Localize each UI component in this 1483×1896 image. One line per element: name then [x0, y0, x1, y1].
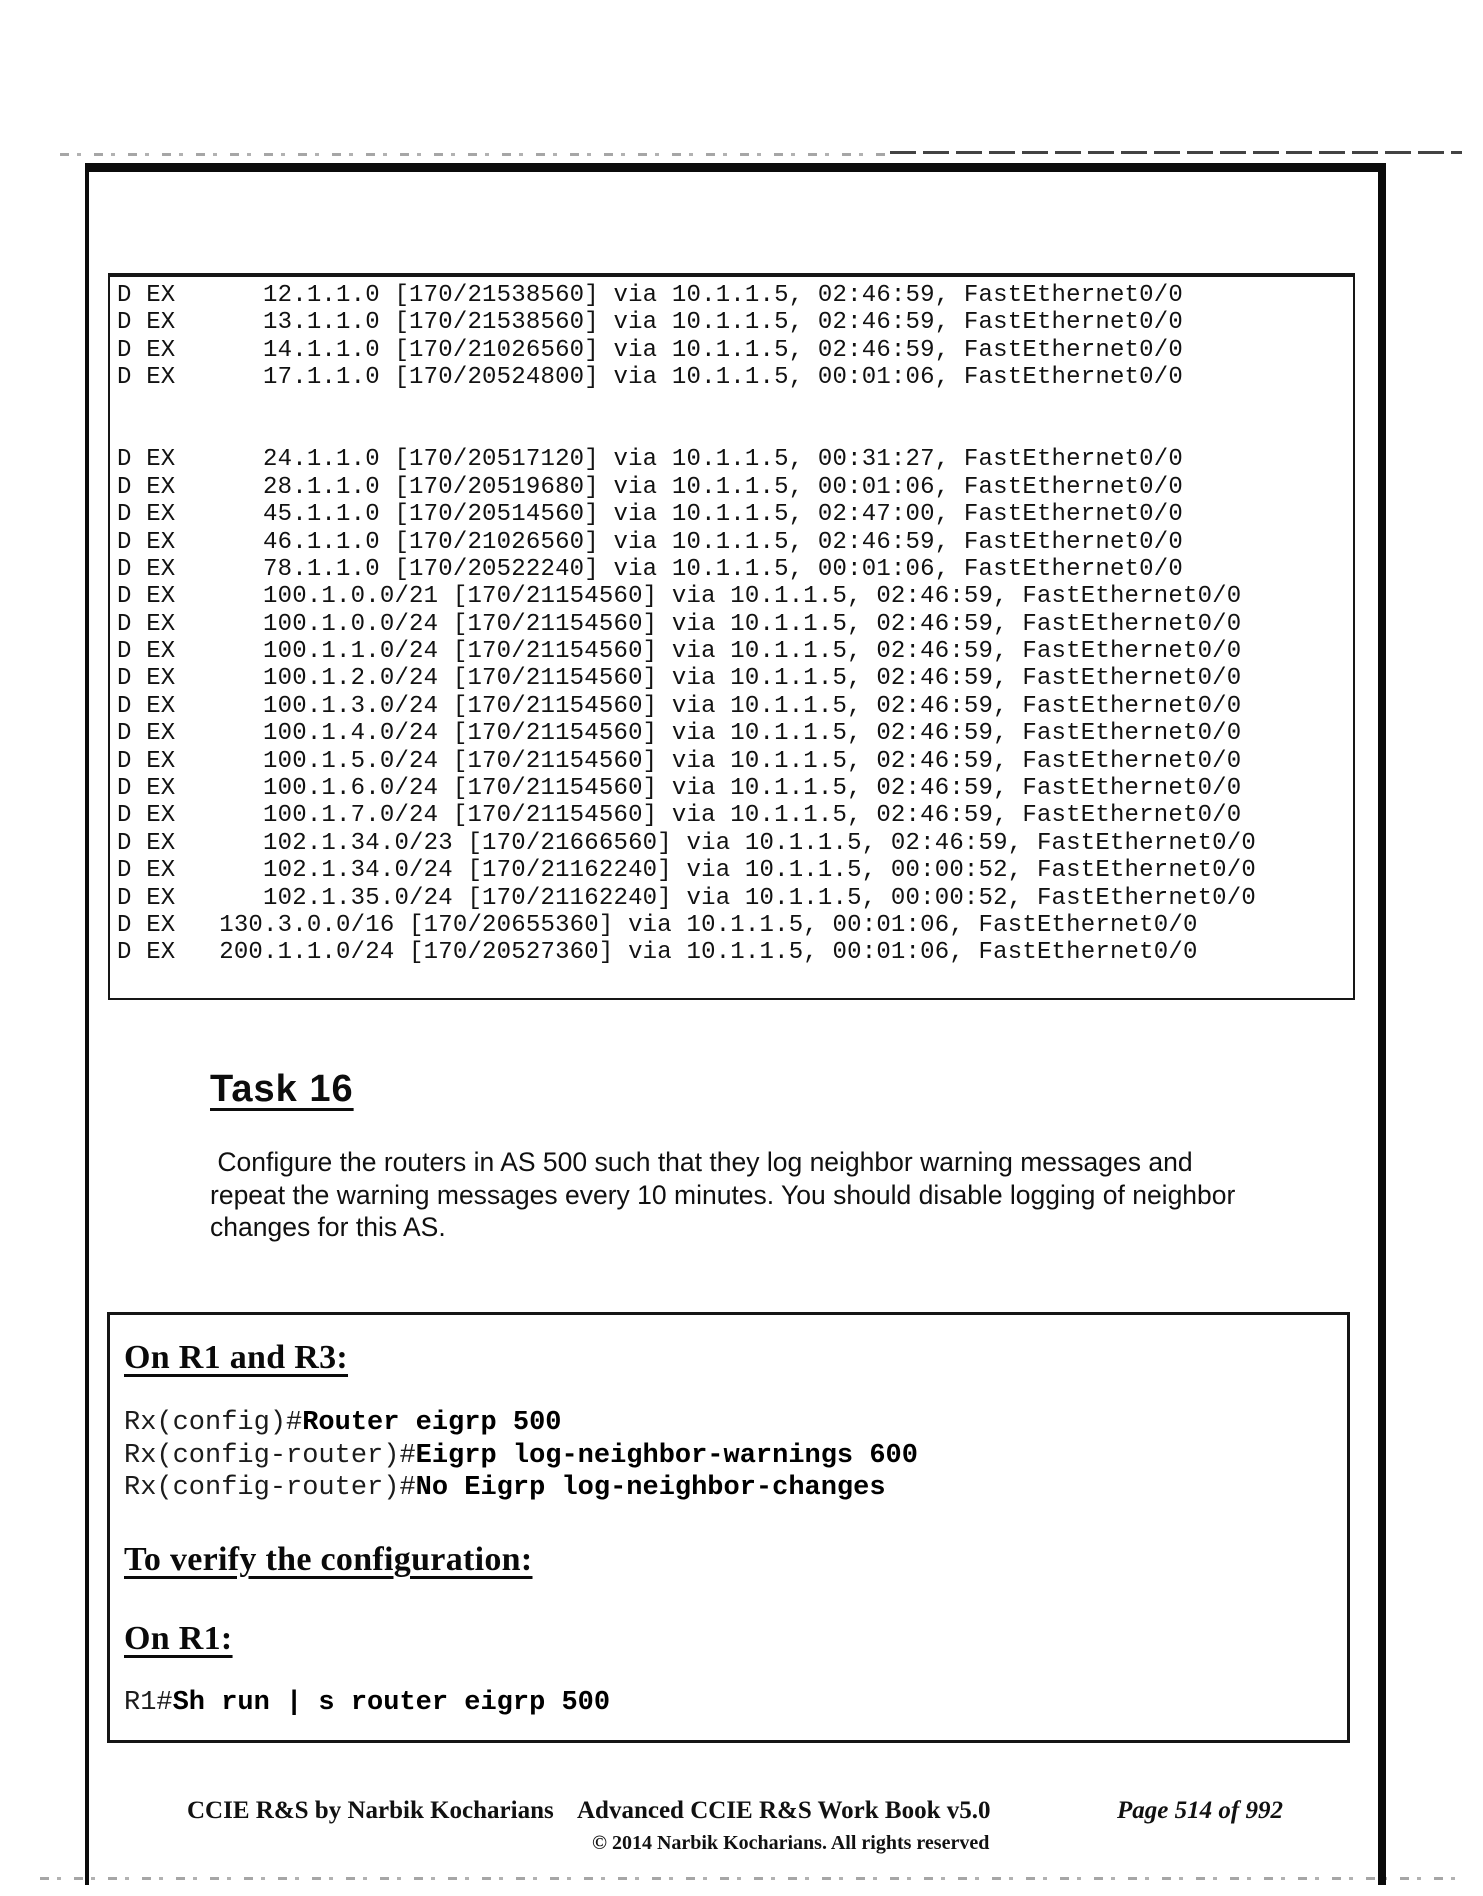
- footer-page-number: Page 514 of 992: [1117, 1797, 1283, 1824]
- config-box: [107, 1312, 1350, 1743]
- route-line: D EX 102.1.34.0/23 [170/21666560] via 10.1.1.5, 02:46:59, FastEthernet0/0: [117, 829, 1256, 857]
- cli-line: [124, 1440, 918, 1473]
- scan-artifact-top-right-line: [890, 151, 1462, 154]
- cli-prompt: R1#: [124, 1688, 173, 1718]
- footer-author: CCIE R&S by Narbik Kocharians: [187, 1797, 554, 1824]
- route-line: D EX 14.1.1.0 [170/21026560] via 10.1.1.5, 02:46:59, FastEthernet0/0: [117, 336, 1183, 364]
- task-description-line: changes for this AS.: [210, 1212, 446, 1242]
- route-line: D EX 100.1.6.0/24 [170/21154560] via 10.1.1.5, 02:46:59, FastEthernet0/0: [117, 775, 1242, 803]
- route-line: D EX 28.1.1.0 [170/20519680] via 10.1.1.5, 00:01:06, FastEthernet0/0: [117, 473, 1183, 501]
- cli-command: Eigrp log-neighbor-warnings 600: [415, 1440, 918, 1471]
- route-line: D EX 17.1.1.0 [170/20524800] via 10.1.1.5, 00:01:06, FastEthernet0/0: [117, 364, 1183, 392]
- routing-table-output: [108, 273, 1355, 1000]
- task-description-line: repeat the warning messages every 10 minutes. You should disable logging of neighbor: [210, 1179, 1236, 1210]
- cli-line: [124, 1472, 918, 1505]
- route-line: D EX 100.1.7.0/24 [170/21154560] via 10.1.1.5, 02:46:59, FastEthernet0/0: [117, 802, 1242, 830]
- route-line: D EX 130.3.0.0/16 [170/20655360] via 10.1.1.5, 00:01:06, FastEthernet0/0: [117, 911, 1198, 939]
- cli-prompt: Rx(config-router)#: [124, 1473, 416, 1503]
- route-line: D EX 78.1.1.0 [170/20522240] via 10.1.1.5, 00:01:06, FastEthernet0/0: [117, 555, 1183, 583]
- task-description: [210, 1146, 1236, 1244]
- route-line: D EX 100.1.1.0/24 [170/21154560] via 10.1.1.5, 02:46:59, FastEthernet0/0: [117, 638, 1242, 666]
- route-line-blank: [117, 419, 1353, 446]
- route-line: D EX 46.1.1.0 [170/21026560] via 10.1.1.5, 02:46:59, FastEthernet0/0: [117, 528, 1183, 556]
- cli-command: Sh run | s router eigrp 500: [172, 1688, 611, 1718]
- route-line: D EX 100.1.0.0/21 [170/21154560] via 10.1.1.5, 02:46:59, FastEthernet0/0: [117, 583, 1242, 611]
- config-commands: [124, 1407, 918, 1505]
- route-line: D EX 45.1.1.0 [170/20514560] via 10.1.1.5, 02:47:00, FastEthernet0/0: [117, 501, 1183, 529]
- cli-prompt: Rx(config-router)#: [124, 1440, 416, 1471]
- route-line: D EX 100.1.5.0/24 [170/21154560] via 10.1.1.5, 02:46:59, FastEthernet0/0: [117, 747, 1242, 775]
- cli-prompt: Rx(config)#: [124, 1408, 303, 1438]
- task-description-line: Configure the routers in AS 500 such that they log neighbor warning messages and: [210, 1147, 1193, 1177]
- route-line: D EX 100.1.0.0/24 [170/21154560] via 10.1.1.5, 02:46:59, FastEthernet0/0: [117, 610, 1242, 638]
- cli-command: Router eigrp 500: [302, 1408, 562, 1438]
- footer-book-title: Advanced CCIE R&S Work Book v5.0: [577, 1797, 991, 1824]
- cli-line: [124, 1407, 918, 1440]
- config-heading-targets: On R1 and R3:: [124, 1339, 349, 1376]
- scan-artifact-top-line: [60, 153, 890, 156]
- route-line: D EX 24.1.1.0 [170/20517120] via 10.1.1.5, 00:31:27, FastEthernet0/0: [117, 446, 1183, 474]
- route-line: D EX 13.1.1.0 [170/21538560] via 10.1.1.5, 02:46:59, FastEthernet0/0: [117, 309, 1183, 337]
- verify-command-block: [124, 1687, 610, 1720]
- route-line: D EX 100.1.3.0/24 [170/21154560] via 10.1.1.5, 02:46:59, FastEthernet0/0: [117, 692, 1242, 720]
- footer-copyright: © 2014 Narbik Kocharians. All rights reserved: [592, 1832, 990, 1854]
- route-line: D EX 100.1.4.0/24 [170/21154560] via 10.1.1.5, 02:46:59, FastEthernet0/0: [117, 720, 1242, 748]
- config-heading-verify: To verify the configuration:: [124, 1541, 533, 1578]
- route-line: D EX 102.1.35.0/24 [170/21162240] via 10.1.1.5, 00:00:52, FastEthernet0/0: [117, 884, 1256, 912]
- route-line-blank: [117, 392, 1353, 419]
- route-line: D EX 12.1.1.0 [170/21538560] via 10.1.1.5, 02:46:59, FastEthernet0/0: [117, 282, 1183, 309]
- route-line: D EX 200.1.1.0/24 [170/20527360] via 10.1.1.5, 00:01:06, FastEthernet0/0: [117, 939, 1198, 967]
- cli-line: [124, 1687, 610, 1720]
- config-heading-on-r1: On R1:: [124, 1620, 233, 1657]
- task-title: Task 16: [210, 1068, 354, 1110]
- cli-command: No Eigrp log-neighbor-changes: [415, 1473, 886, 1503]
- route-line: D EX 102.1.34.0/24 [170/21162240] via 10.1.1.5, 00:00:52, FastEthernet0/0: [117, 857, 1256, 885]
- route-line: D EX 100.1.2.0/24 [170/21154560] via 10.1.1.5, 02:46:59, FastEthernet0/0: [117, 665, 1242, 693]
